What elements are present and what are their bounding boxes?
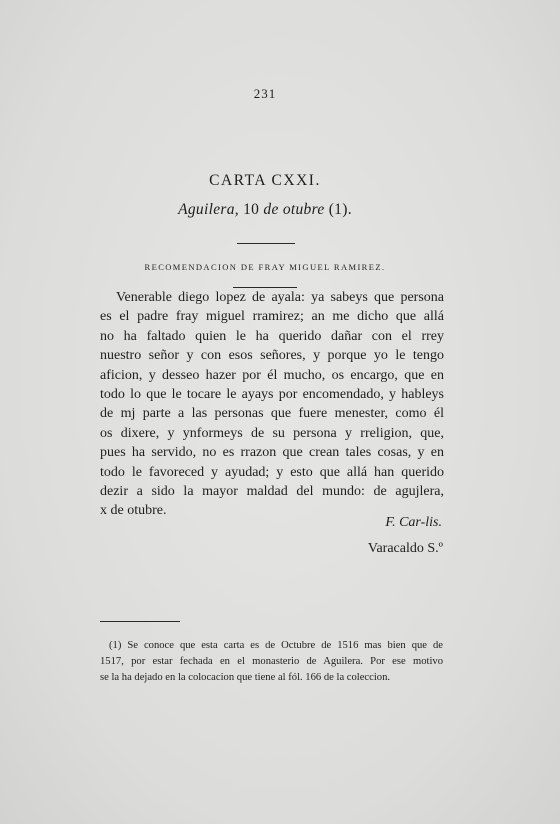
place-date-line	[0, 201, 530, 219]
body-line: os dixere, y ynformeys de su persona y rreligion, que,	[100, 425, 444, 441]
place-name: Aguilera,	[178, 201, 239, 218]
body-line: x de otubre.	[100, 503, 167, 519]
body-line: dezir a sido la mayor maldad del mundo: de agujlera,	[100, 484, 444, 500]
footnote-line: se la ha dejado en la colocacion que tiene al fól. 166 de la coleccion.	[100, 672, 391, 683]
letter-body	[100, 288, 444, 521]
footnote-line: 1517, por estar fechada en el monasterio de Aguilera. Por ese motivo	[100, 656, 443, 667]
body-line: aficion, y desseo hazer por él mucho, os encargo, que en	[100, 367, 444, 383]
footnote-separator-rule	[100, 621, 180, 622]
body-line: todo lo que le tocare le ayays por encomendado, y hableys	[100, 387, 444, 403]
body-line: Venerable diego lopez de ayala: ya sabeys que persona	[116, 290, 444, 305]
signature: F. Car-lis.	[385, 515, 442, 530]
letter-heading: RECOMENDACION DE FRAY MIGUEL RAMIREZ.	[144, 262, 386, 272]
body-line: todo le favoreced y ayudad; y esto que allá han querido	[100, 464, 444, 480]
body-line: no ha faltado quien le ha querido dañar con el rrey	[100, 328, 444, 344]
footnote-reference: (1).	[328, 201, 352, 218]
body-line: pues ha servido, no es rrazon que crean tales cosas, y en	[100, 445, 444, 461]
body-line: es el padre fray miguel rramirez; an me dicho que allá	[100, 309, 444, 325]
title-divider-rule	[237, 243, 295, 244]
body-line: nuestro señor y con esos señores, y porque yo le tengo	[100, 348, 444, 364]
page-number: 231	[253, 86, 277, 101]
body-line: de mj parte a las personas que fuere menester, como él	[100, 406, 444, 422]
footnote-line: (1) Se conoce que esta carta es de Octubre de 1516 mas bien que de	[109, 640, 443, 651]
footnote	[100, 638, 443, 686]
day-number: 10	[243, 201, 260, 218]
secretary-name: Varacaldo S.º	[367, 541, 443, 556]
month-phrase: de otubre	[263, 201, 325, 218]
letter-title: CARTA CXXI.	[209, 172, 321, 189]
